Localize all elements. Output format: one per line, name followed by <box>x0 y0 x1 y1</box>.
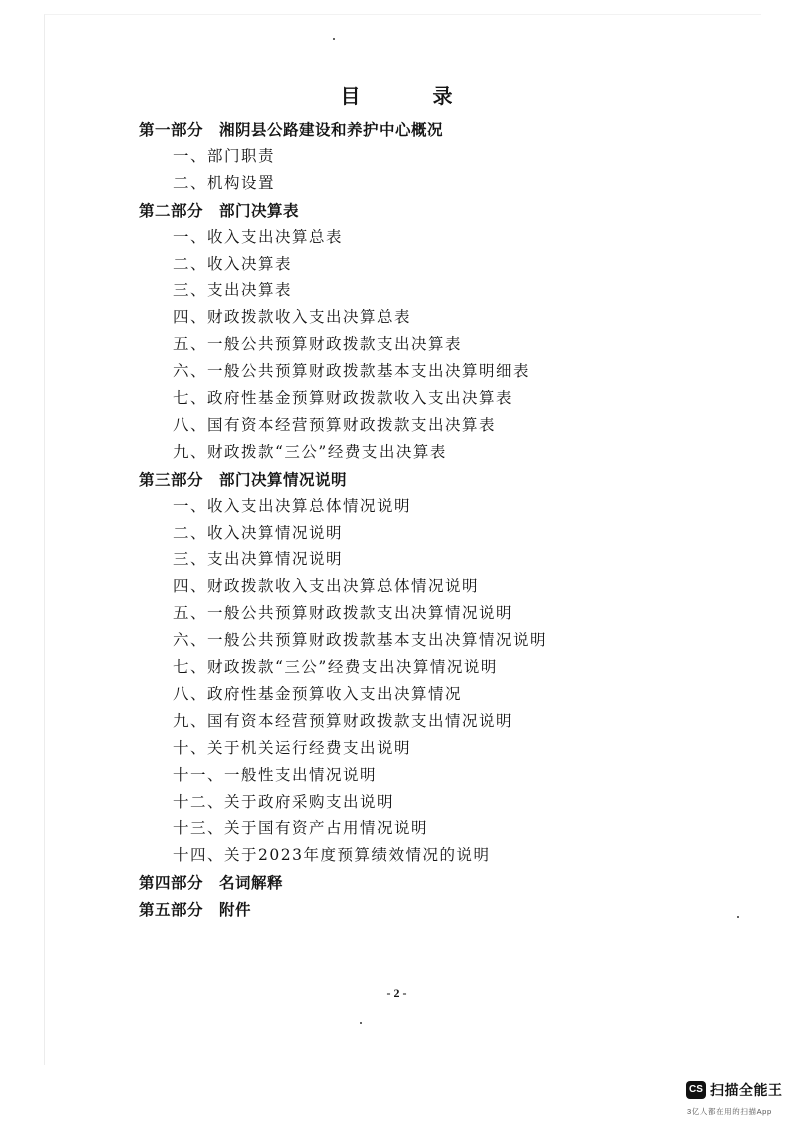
toc-item: 十二、关于政府采购支出说明 <box>173 792 395 811</box>
toc-item: 二、机构设置 <box>173 173 276 192</box>
toc-item: 六、一般公共预算财政拨款基本支出决算明细表 <box>173 362 531 381</box>
toc-item: 三、支出决算表 <box>173 281 293 300</box>
toc-item: 五、一般公共预算财政拨款支出决算表 <box>173 335 463 354</box>
toc-item: 九、国有资本经营预算财政拨款支出情况说明 <box>173 711 514 730</box>
scan-speck <box>737 916 739 918</box>
toc-item: 十一、一般性支出情况说明 <box>173 765 378 784</box>
toc-item: 十四、关于2023年度预算绩效情况的说明 <box>173 846 491 865</box>
toc-item: 九、财政拨款“三公”经费支出决算表 <box>173 442 447 461</box>
toc-item: 六、一般公共预算财政拨款基本支出决算情况说明 <box>173 631 548 650</box>
toc-item: 八、国有资本经营预算财政拨款支出决算表 <box>173 415 497 434</box>
toc-item: 十三、关于国有资产占用情况说明 <box>173 819 429 838</box>
toc-item: 一、收入支出决算总表 <box>173 227 344 246</box>
toc-item: 四、财政拨款收入支出决算总体情况说明 <box>173 577 480 596</box>
toc-part-heading: 第一部分 湘阴县公路建设和养护中心概况 <box>139 120 444 139</box>
toc-part-heading: 第三部分 部门决算情况说明 <box>139 469 348 489</box>
scan-speck <box>333 38 335 40</box>
watermark-app-name: 扫描全能王 <box>710 1082 783 1098</box>
toc-item: 二、收入决算表 <box>173 254 293 273</box>
toc-item: 一、收入支出决算总体情况说明 <box>173 496 412 515</box>
toc-item: 七、政府性基金预算财政拨款收入支出决算表 <box>173 389 514 407</box>
page-number: - 2 - <box>386 986 407 1000</box>
page-title: 目 录 <box>340 84 479 108</box>
toc-item: 二、收入决算情况说明 <box>173 523 344 542</box>
camscanner-logo-icon: CS <box>686 1081 706 1099</box>
toc-item: 五、一般公共预算财政拨款支出决算情况说明 <box>173 604 514 623</box>
toc-item: 四、财政拨款收入支出决算总表 <box>173 308 412 327</box>
scan-speck <box>360 1022 362 1024</box>
toc-item: 十、关于机关运行经费支出说明 <box>173 738 412 757</box>
toc-part-heading: 第二部分 部门决算表 <box>139 200 300 220</box>
toc-item: 七、财政拨款“三公”经费支出决算情况说明 <box>173 658 498 676</box>
toc-part-heading: 第五部分 附件 <box>139 900 252 920</box>
toc-item: 三、支出决算情况说明 <box>173 550 344 569</box>
toc-part-heading: 第四部分 名词解释 <box>139 873 284 893</box>
toc-item: 八、政府性基金预算收入支出决算情况 <box>173 684 463 703</box>
toc-item: 一、部门职责 <box>173 146 276 165</box>
watermark-slogan: 3亿人都在用的扫描App <box>687 1107 772 1116</box>
scanner-watermark <box>686 1079 788 1119</box>
